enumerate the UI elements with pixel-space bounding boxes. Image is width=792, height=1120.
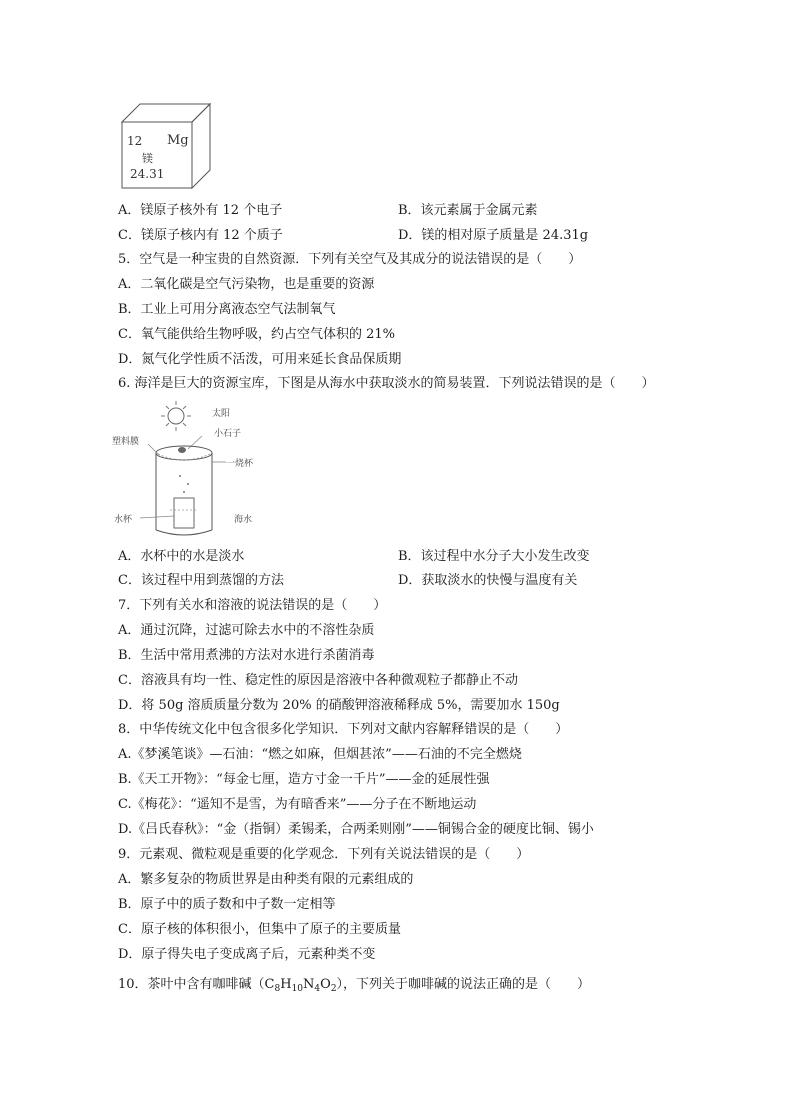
q5-option-a: A．二氧化碳是空气污染物，也是重要的资源 <box>118 277 375 292</box>
q4-option-b: B．该元素属于金属元素 <box>398 203 538 218</box>
label-seawater: 海水 <box>234 515 253 525</box>
q9-option-d: D．原子得失电子变成离子后，元素种类不变 <box>118 947 376 962</box>
q6-option-d: D．获取淡水的快慢与温度有关 <box>398 573 578 588</box>
q6-option-c: C．该过程中用到蒸馏的方法 <box>118 573 284 588</box>
q10-stem <box>118 976 590 998</box>
q5-option-d: D．氮气化学性质不活泼，可用来延长食品保质期 <box>118 352 402 367</box>
q9-option-b: B．原子中的质子数和中子数一定相等 <box>118 897 336 912</box>
q8-option-d: D.《吕氏春秋》：“金（指铜）柔锡柔，合两柔则刚”——铜锡合金的硬度比铜、锡小 <box>118 822 594 837</box>
q6-stem: 6. 海洋是巨大的资源宝库，下图是从海水中获取淡水的简易装置．下列说法错误的是（ ） <box>118 376 655 391</box>
element-symbol: Mg <box>167 133 189 148</box>
q6-option-b: B．该过程中水分子大小发生改变 <box>398 549 590 564</box>
atomic-number: 12 <box>127 134 143 148</box>
q8-option-b: B.《天工开物》：“每金七厘，造方寸金一千片”——金的延展性强 <box>118 772 490 787</box>
q7-option-a: A．通过沉降，过滤可除去水中的不溶性杂质 <box>118 623 375 638</box>
apparatus-drawing <box>112 398 272 548</box>
element-name: 镁 <box>142 152 153 165</box>
q9-option-c: C．原子核的体积很小，但集中了原子的主要质量 <box>118 922 401 937</box>
q4-option-d: D．镁的相对原子质量是 24.31g <box>398 228 589 243</box>
q9-stem: 9．元素观、微粒观是重要的化学观念．下列有关说法错误的是（ ） <box>118 847 530 862</box>
q5-option-b: B．工业上可用分离液态空气法制氧气 <box>118 302 336 317</box>
q8-stem: 8．中华传统文化中包含很多化学知识．下列对文献内容解释错误的是（ ） <box>118 722 569 737</box>
label-film: 塑料膜 <box>112 437 140 447</box>
q10-suffix: ），下列关于咖啡碱的说法正确的是（ ） <box>336 977 591 992</box>
q9-option-a: A．繁多复杂的物质世界是由种类有限的元素组成的 <box>118 872 414 887</box>
label-stone: 小石子 <box>214 429 242 439</box>
caffeine-formula: $C_8H_{10}N_4O_2$ <box>264 977 337 994</box>
label-water-cup: 水杯 <box>114 515 133 525</box>
q5-option-c: C．氧气能供给生物呼吸，约占空气体积的 21% <box>118 327 395 342</box>
q8-option-c: C.《梅花》：“遥知不是雪，为有暗香来”——分子在不断地运动 <box>118 797 477 812</box>
q6-option-a: A．水杯中的水是淡水 <box>118 549 245 564</box>
label-cup: 一烧杯 <box>226 459 254 469</box>
desalination-apparatus-figure <box>112 398 272 548</box>
q7-stem: 7．下列有关水和溶液的说法错误的是（ ） <box>118 598 387 613</box>
label-sun: 太阳 <box>212 409 231 419</box>
atomic-mass: 24.31 <box>130 167 165 181</box>
q4-option-a: A．镁原子核外有 12 个电子 <box>118 203 283 218</box>
q7-option-b: B．生活中常用煮沸的方法对水进行杀菌消毒 <box>118 648 375 663</box>
q4-option-c: C．镁原子核内有 12 个质子 <box>118 228 283 243</box>
q7-option-d: D．将 50g 溶质质量分数为 20% 的硝酸钾溶液稀释成 5%，需要加水 150g <box>118 698 560 713</box>
q7-option-c: C．溶液具有均一性、稳定性的原因是溶液中各种微观粒子都静止不动 <box>118 673 518 688</box>
q5-stem: 5．空气是一种宝贵的自然资源．下列有关空气及其成分的说法错误的是（ ） <box>118 252 582 267</box>
q10-prefix: 10．茶叶中含有咖啡碱（ <box>118 977 265 992</box>
q8-option-a: A.《梦溪笔谈》—石油：“燃之如麻，但烟甚浓”——石油的不完全燃烧 <box>118 747 522 762</box>
element-tile-figure <box>116 100 212 190</box>
